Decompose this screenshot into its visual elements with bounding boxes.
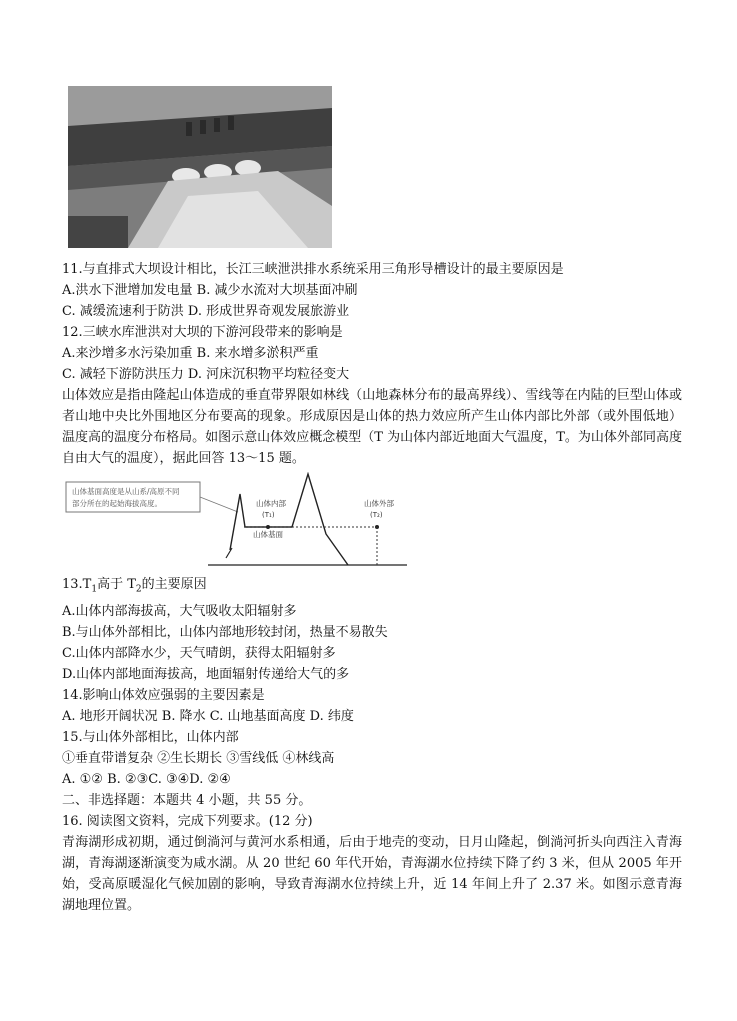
q16-stem: 16. 阅读图文资料，完成下列要求。(12 分) — [62, 813, 313, 829]
q14-stem: 14.影响山体效应强弱的主要因素是 — [62, 687, 265, 703]
q12-options-ab: A.来沙增多水污染加重 B. 来水增多淤积严重 — [62, 346, 319, 361]
diagram-inner-label: 山体内部 — [256, 499, 286, 508]
dam-spillway-photo — [68, 86, 332, 248]
q13-option-d: D.山体内部地面海拔高，地面辐射传递给大气的多 — [62, 666, 350, 682]
q15-items: ①垂直带谱复杂 ②生长期长 ③雪线低 ④林线高 — [62, 750, 335, 766]
diagram-outer-symbol: (T₂) — [370, 511, 383, 519]
questions-11-12-and-passage — [62, 259, 682, 469]
diagram-inner-symbol: (T₁) — [262, 511, 275, 519]
q14-options: A. 地形开阔状况 B. 降水 C. 山地基面高度 D. 纬度 — [62, 708, 354, 724]
q16-passage: 青海湖形成初期，通过倒淌河与黄河水系相通，后由于地壳的变动，日月山隆起，倒淌河折头向西注入青海湖，青海湖逐渐演变为咸水湖。从 20 世纪 60 年代开始，青海湖水位持续下降了约 3 米，但从 2005 年开始，受高原暖湿化气候加剧的影响，导致青海湖水位持续上升，近 14 年间上升了 2.37 米。如图示意青海湖地理位置。 — [62, 834, 682, 913]
q15-options: A. ①② B. ②③C. ③④D. ②④ — [62, 771, 231, 787]
section-2-heading: 二、非选择题：本题共 4 小题，共 55 分。 — [62, 792, 312, 808]
diagram-outer-label: 山体外部 — [364, 499, 394, 508]
q12-options-cd: C. 减轻下游防洪压力 D. 河床沉积物平均粒径变大 — [62, 367, 350, 382]
diagram-base-label: 山体基面 — [253, 530, 283, 539]
mountain-effect-diagram — [62, 472, 412, 572]
q15-stem: 15.与山体外部相比，山体内部 — [62, 729, 239, 745]
q13-option-c: C.山体内部降水少，天气晴朗，获得太阳辐射多 — [62, 645, 336, 661]
q12-stem: 12.三峡水库泄洪对大坝的下游河段带来的影响是 — [62, 325, 343, 340]
q13-stem: $13.T_1$高于 $T_2$的主要原因 — [62, 577, 207, 595]
diagram-note-line2: 部分所在的起始海拔高度。 — [72, 499, 162, 508]
q11-stem: 11.与直排式大坝设计相比，长江三峡泄洪排水系统采用三角形导槽设计的最主要原因是 — [62, 262, 564, 277]
q13-option-b: B.与山体外部相比，山体内部地形较封闭，热量不易散失 — [62, 624, 388, 640]
q11-options-ab: A.洪水下泄增加发电量 B. 减少水流对大坝基面冲刷 — [62, 283, 358, 298]
diagram-note-line1: 山体基面高度是从山系/高原不同 — [72, 487, 180, 496]
q11-options-cd: C. 减缓流速利于防洪 D. 形成世界奇观发展旅游业 — [62, 304, 350, 319]
mountain-effect-passage: 山体效应是指由隆起山体造成的垂直带界限如林线（山地森林分布的最高界线）、雪线等在内陆的巨型山体或者山地中央比外围地区分布要高的现象。形成原因是山体的热力效应所产生山体内部比外部（或外围低地）温度高的温度分布格局。如图示意山体效应概念模型（T 为山体内部近地面大气温度，T。为山体外部同高度自由大气的温度），据此回答 13～15 题。 — [62, 388, 682, 466]
q13-option-a: A.山体内部海拔高，大气吸收太阳辐射多 — [62, 603, 297, 619]
questions-13-16 — [62, 574, 682, 916]
